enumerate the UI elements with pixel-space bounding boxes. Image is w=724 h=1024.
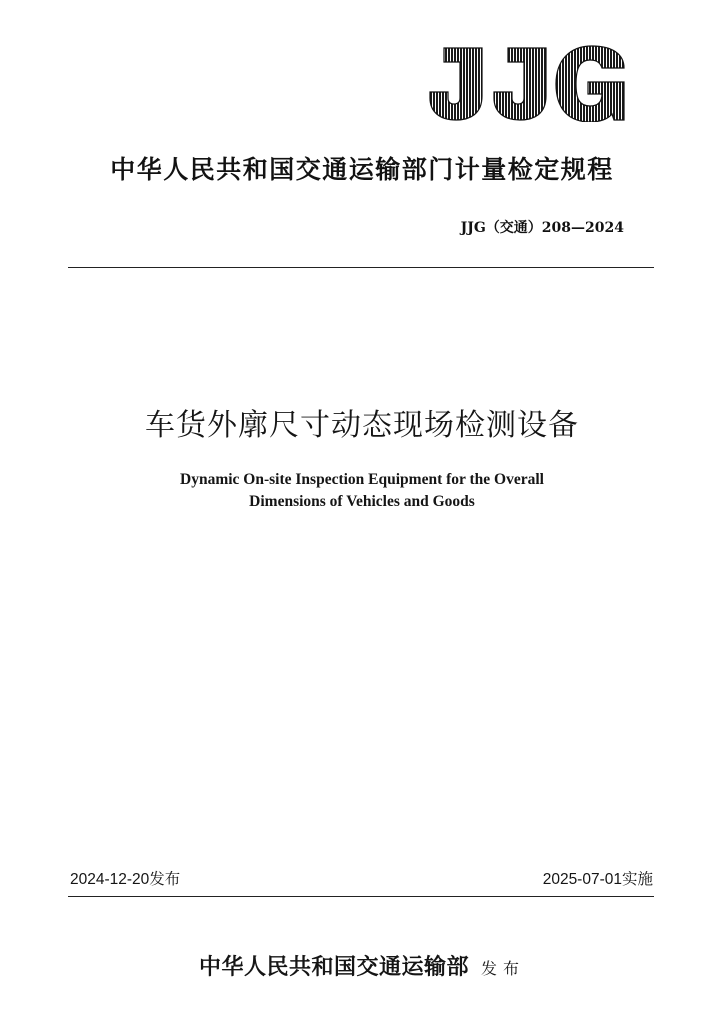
standard-number: JJG（交通）208—2024 [460,220,624,236]
issue-date: 2024-12-20发布 [70,871,181,888]
publisher-action: 发布 [481,959,526,978]
logo-letter-g [556,46,624,122]
english-title [0,469,724,513]
bottom-divider [68,896,654,897]
logo-letter-j-1 [430,48,482,120]
jjg-logo [424,44,628,122]
english-title-line-1: Dynamic On-site Inspection Equipment for the Overall [180,471,544,488]
publisher-name: 中华人民共和国交通运输部 [198,955,469,980]
effective-date: 2025-07-01实施 [542,871,653,888]
document-title: 车货外廓尺寸动态现场检测设备 [145,408,579,443]
english-title-line-2: Dimensions of Vehicles and Goods [249,493,475,510]
logo-letter-j-2 [494,48,546,120]
publisher-line [0,950,724,981]
ministry-title: 中华人民共和国交通运输部门计量检定规程 [110,155,614,184]
top-divider [68,267,654,268]
